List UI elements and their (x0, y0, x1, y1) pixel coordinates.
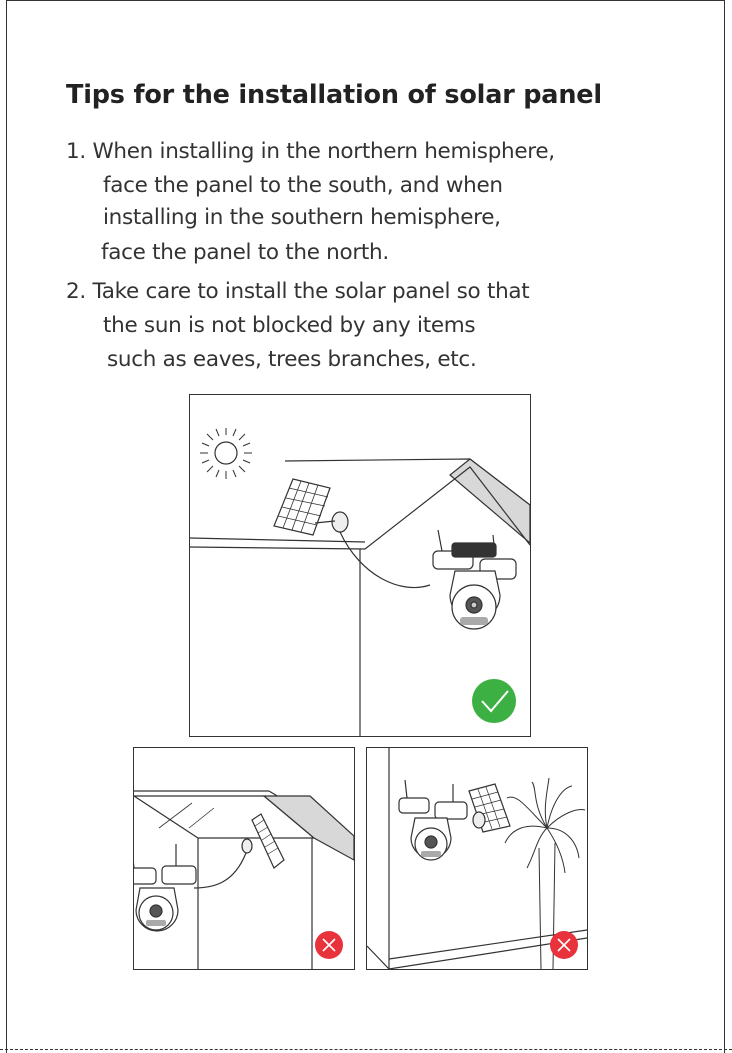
cable (194, 853, 246, 888)
page-title: Tips for the installation of solar panel (66, 80, 602, 110)
sun-icon (200, 428, 252, 479)
tip-1-line-2: face the panel to the south, and when (103, 173, 503, 198)
cut-line (0, 1049, 732, 1050)
tip-2-line-3: such as eaves, trees branches, etc. (107, 347, 477, 372)
tip-2-line-2: the sun is not blocked by any items (103, 313, 476, 338)
illustration-correct (189, 394, 531, 737)
camera-icon (134, 844, 196, 931)
illustration-incorrect-tree (366, 747, 588, 970)
camera-icon (433, 530, 516, 629)
tip-2-line-1: 2. Take care to install the solar panel so that (66, 279, 530, 304)
cross-icon (315, 931, 343, 959)
tip-1-line-3: installing in the southern hemisphere, (103, 205, 501, 230)
solar-panel-icon (274, 479, 348, 535)
check-icon (472, 679, 516, 723)
cross-icon (550, 931, 578, 959)
illustration-incorrect-eaves (133, 747, 355, 970)
cable (340, 532, 430, 588)
tip-1-line-4: face the panel to the north. (101, 240, 389, 265)
tip-1-line-1: 1. When installing in the northern hemisphere, (66, 139, 555, 164)
